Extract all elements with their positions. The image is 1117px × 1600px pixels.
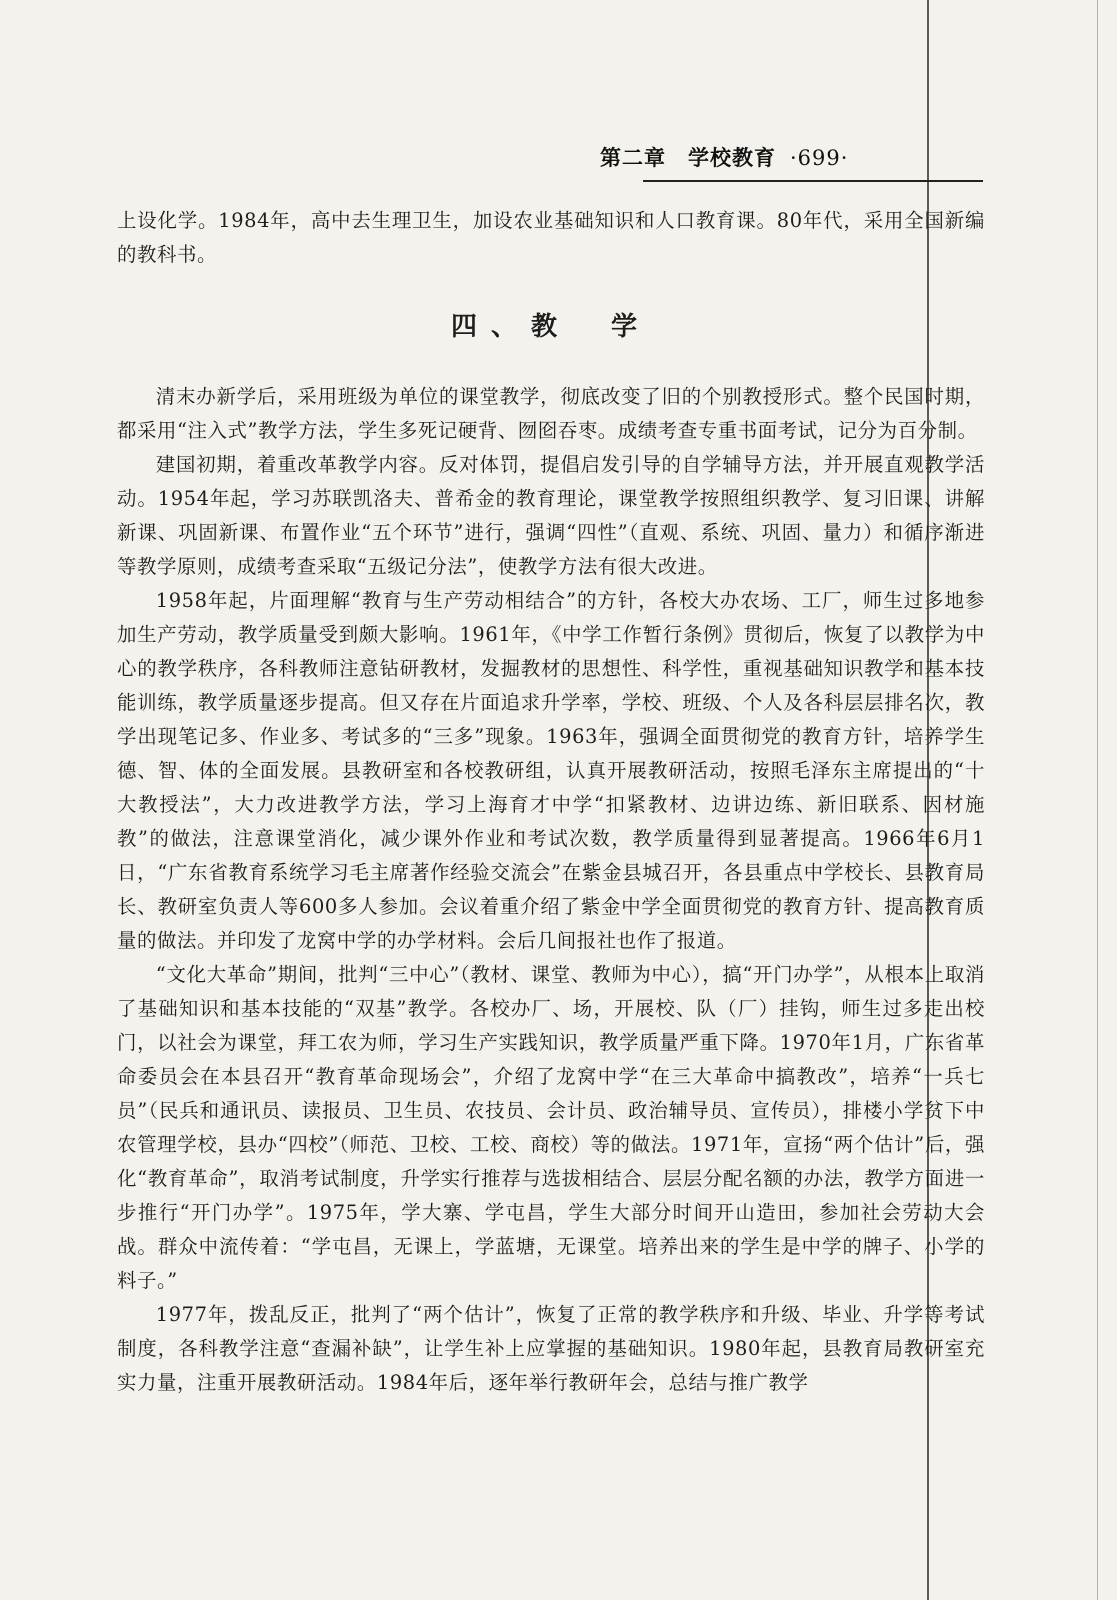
- paragraph: “文化大革命”期间，批判“三中心”（教材、课堂、教师为中心），搞“开门办学”，从根本上取消了基础知识和基本技能的“双基”教学。各校办厂、场，开展校、队（厂）挂钩，师生过多走出校门，以社会为课堂，拜工农为师，学习生产实践知识，教学质量严重下降。1970年1月，广东省革命委员会在本县召开“教育革命现场会”，介绍了龙窝中学“在三大革命中搞教改”，培养“一兵七员”（民兵和通讯员、读报员、卫生员、农技员、会计员、政治辅导员、宣传员），排楼小学贫下中农管理学校，县办“四校”（师范、卫校、工校、商校）等的做法。1971年，宣扬“两个估计”后，强化“教育革命”，取消考试制度，升学实行推荐与选拔相结合、层层分配名额的办法，教学方面进一步推行“开门办学”。1975年，学大寨、学屯昌，学生大部分时间开山造田，参加社会劳动大会战。群众中流传着：“学屯昌，无课上，学蓝塘，无课堂。培养出来的学生是中学的牌子、小学的料子。”: [117, 963, 985, 1292]
- header-rule: [643, 180, 983, 182]
- paragraph: 清末办新学后，采用班级为单位的课堂教学，彻底改变了旧的个别教授形式。整个民国时期，都采用“注入式”教学方法，学生多死记硬背、囫囵吞枣。成绩考查专重书面考试，记分为百分制。: [117, 385, 985, 442]
- running-header: [600, 142, 985, 172]
- paragraph: 1977年，拨乱反正，批判了“两个估计”，恢复了正常的教学秩序和升级、毕业、升学等考试制度，各科教学注意“查漏补缺”，让学生补上应掌握的基础知识。1980年起，县教育局教研室充实力量，注重开展教研活动。1984年后，逐年举行教研年会，总结与推广教学: [117, 1303, 985, 1394]
- scan-page-edge: [1097, 0, 1098, 1600]
- paragraph: 1958年起，片面理解“教育与生产劳动相结合”的方针，各校大办农场、工厂，师生过多地参加生产劳动，教学质量受到颇大影响。1961年，《中学工作暂行条例》贯彻后，恢复了以教学为中心的教学秩序，各科教师注意钻研教材，发掘教材的思想性、科学性，重视基础知识教学和基本技能训练，教学质量逐步提高。但又存在片面追求升学率，学校、班级、个人及各科层层排名次，教学出现笔记多、作业多、考试多的“三多”现象。1963年，强调全面贯彻党的教育方针，培养学生德、智、体的全面发展。县教研室和各校教研组，认真开展教研活动，按照毛泽东主席提出的“十大教授法”，大力改进教学方法，学习上海育才中学“扣紧教材、边讲边练、新旧联系、因材施教”的做法，注意课堂消化，减少课外作业和考试次数，教学质量得到显著提高。1966年6月1日，“广东省教育系统学习毛主席著作经验交流会”在紫金县城召开，各县重点中学校长、县教育局长、教研室负责人等600多人参加。会议着重介绍了紫金中学全面贯彻党的教育方针、提高教育质量的做法。并印发了龙窝中学的办学材料。会后几间报社也作了报道。: [117, 589, 985, 952]
- continuation-paragraph: 上设化学。1984年，高中去生理卫生，加设农业基础知识和人口教育课。80年代，采用全国新编的教科书。: [117, 209, 985, 266]
- paragraph: 建国初期，着重改革教学内容。反对体罚，提倡启发引导的自学辅导方法，并开展直观教学活动。1954年起，学习苏联凯洛夫、普希金的教育理论，课堂教学按照组织教学、复习旧课、讲解新课、巩固新课、布置作业“五个环节”进行，强调“四性”（直观、系统、巩固、量力）和循序渐进等教学原则，成绩考查采取“五级记分法”，使教学方法有很大改进。: [117, 453, 985, 578]
- section-title: 四、教 学: [450, 312, 651, 342]
- page-number: ·699·: [790, 146, 849, 170]
- section-label: 学校教育: [688, 146, 776, 170]
- body-text: [117, 204, 985, 1400]
- chapter-label: 第二章: [600, 146, 666, 170]
